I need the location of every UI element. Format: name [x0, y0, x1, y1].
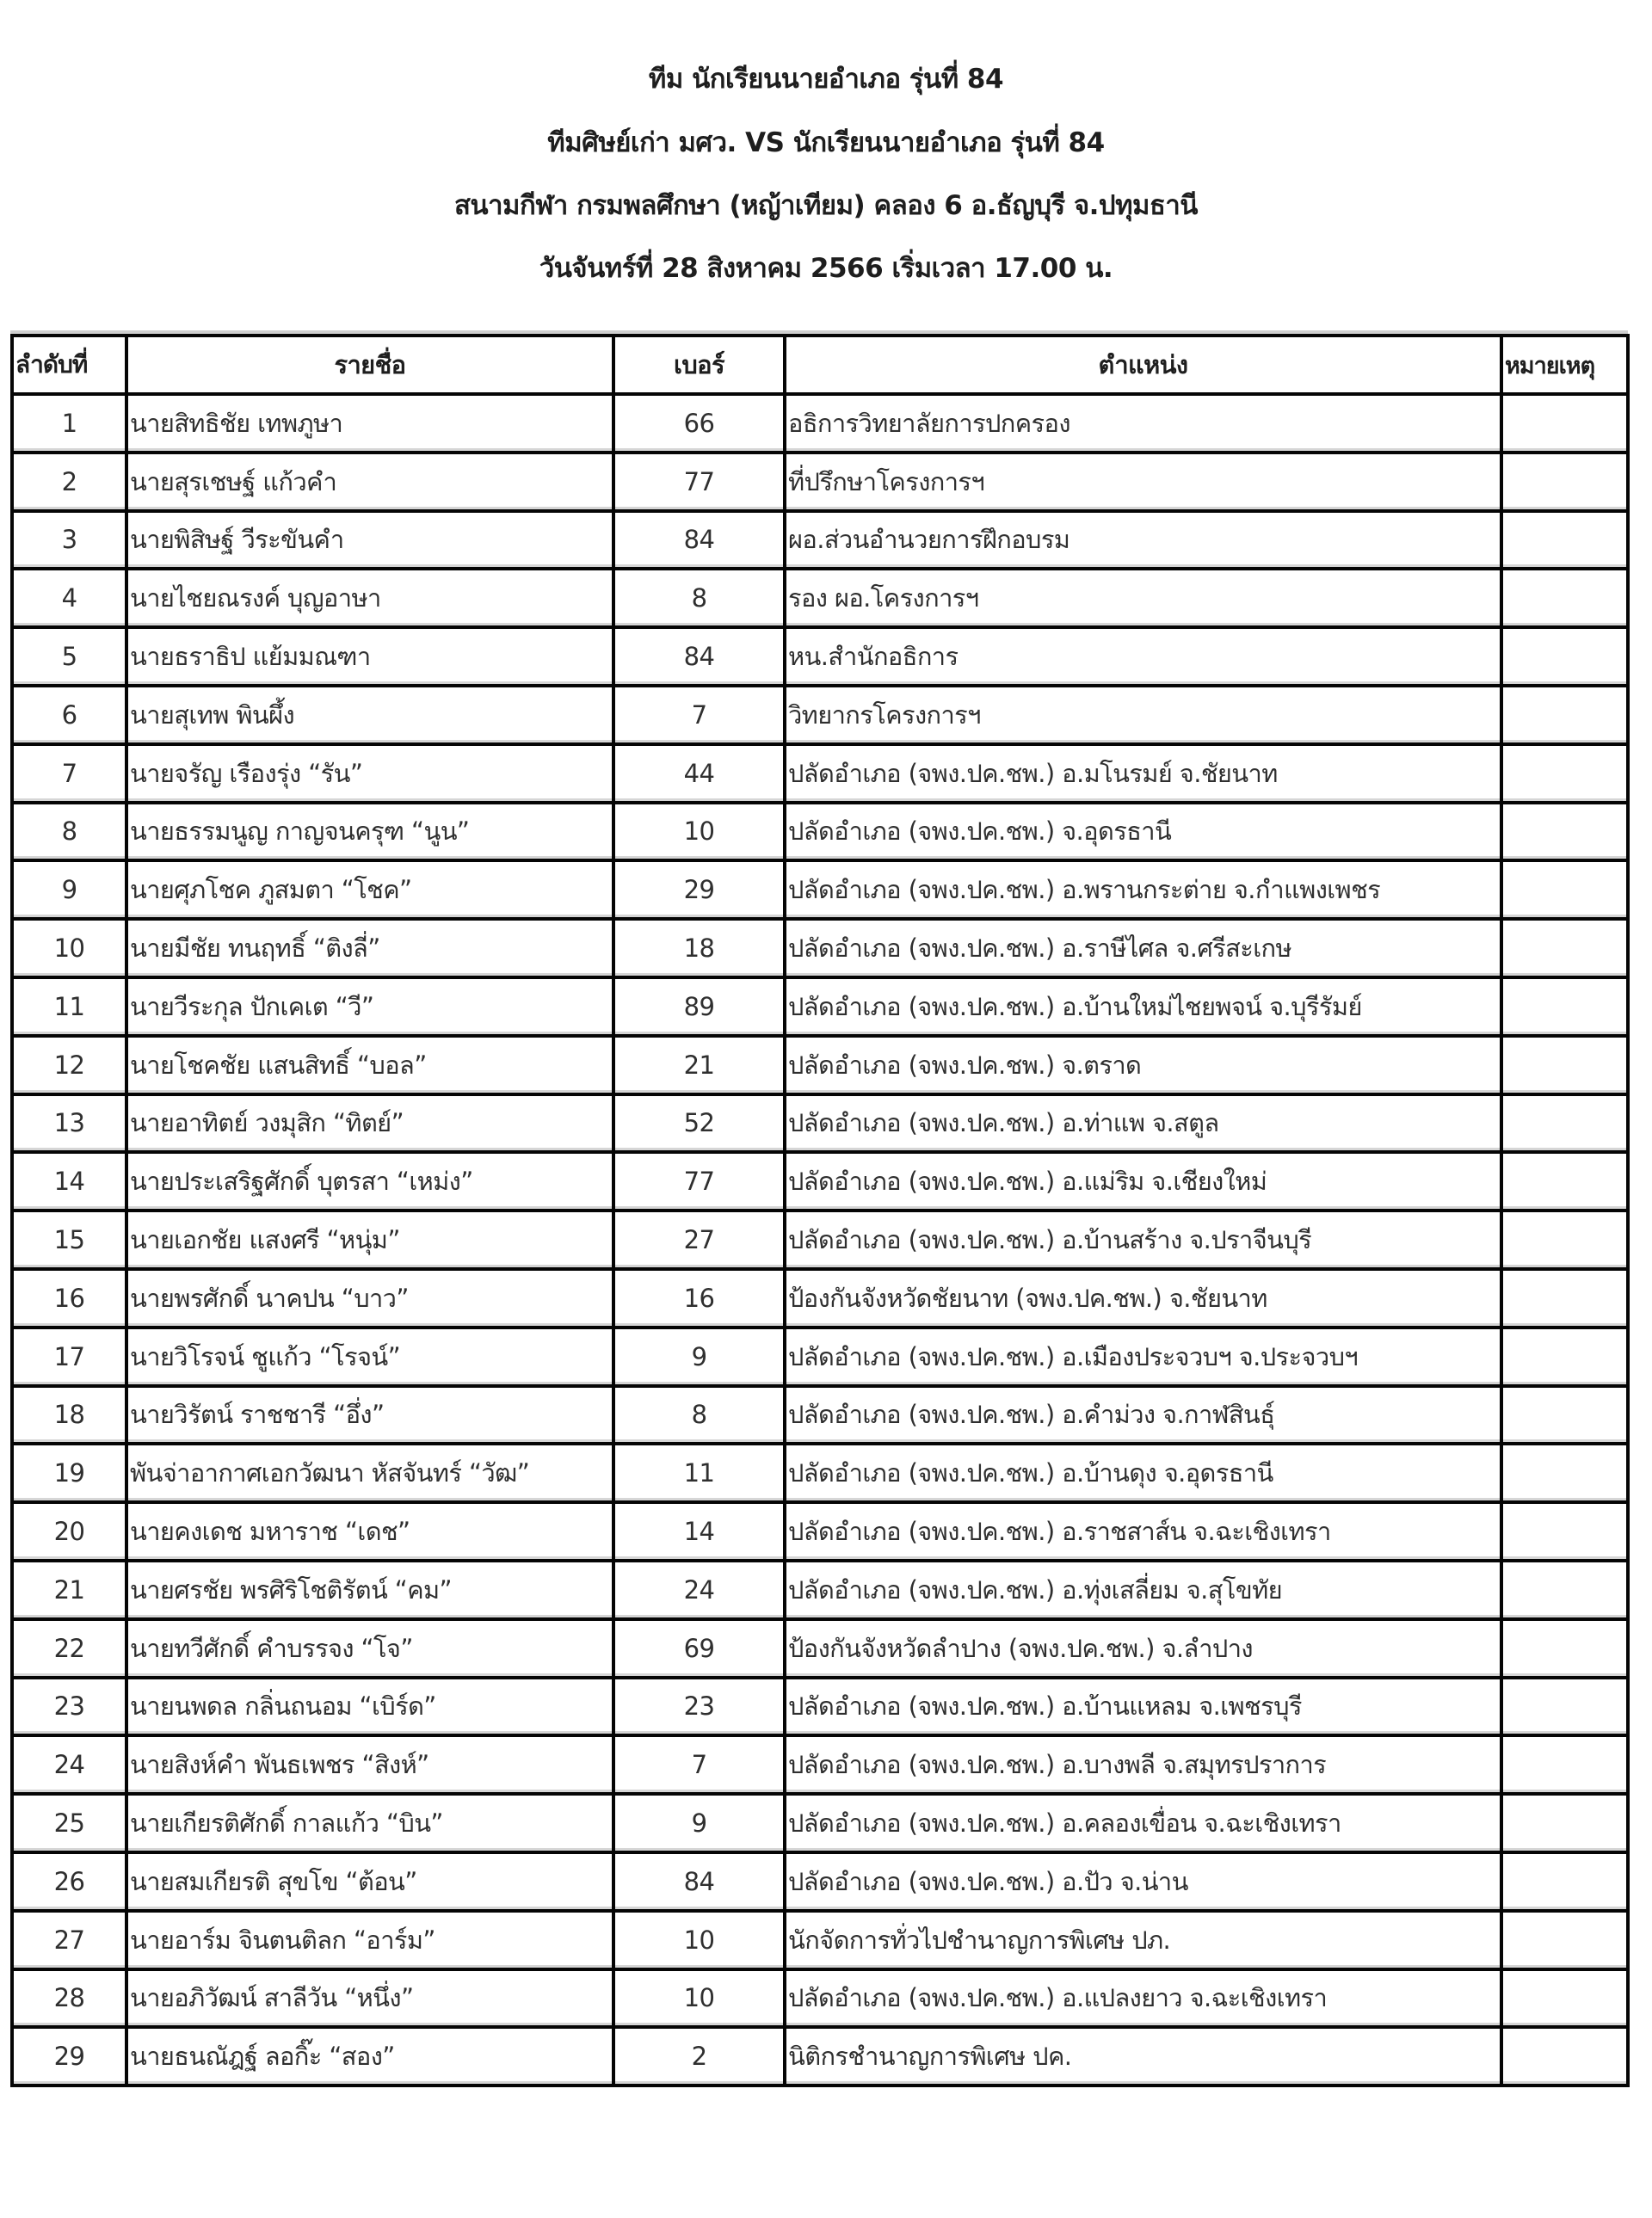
cell-remark	[1501, 744, 1628, 803]
cell-jersey-number: 84	[613, 511, 785, 570]
cell-position: หน.สำนักอธิการ	[785, 627, 1501, 686]
venue-line: สนามกีฬา กรมพลศึกษา (หญ้าเทียม) คลอง 6 อ.ธัญบุรี จ.ปทุมธานี	[454, 190, 1198, 221]
cell-name: นายมีชัย ทนฤทธิ์ “ติงลี่”	[126, 919, 613, 977]
cell-position: ปลัดอำเภอ (จพง.ปค.ชพ.) อ.ปัว จ.น่าน	[785, 1852, 1501, 1911]
cell-name: นายสุรเชษฐ์ แก้วคำ	[126, 453, 613, 511]
cell-remark	[1501, 686, 1628, 744]
cell-remark	[1501, 1852, 1628, 1911]
cell-name: นายโชคชัย แสนสิทธิ์ “บอล”	[126, 1036, 613, 1094]
cell-jersey-number: 10	[613, 1911, 785, 1969]
cell-order: 27	[12, 1911, 126, 1969]
cell-remark	[1501, 1328, 1628, 1386]
cell-jersey-number: 24	[613, 1561, 785, 1619]
table-row	[12, 1619, 1628, 1678]
cell-jersey-number: 18	[613, 919, 785, 977]
cell-position: ปลัดอำเภอ (จพง.ปค.ชพ.) อ.บ้านแหลม จ.เพชรบุรี	[785, 1678, 1501, 1736]
cell-jersey-number: 84	[613, 1852, 785, 1911]
table-row	[12, 394, 1628, 453]
cell-position: ปลัดอำเภอ (จพง.ปค.ชพ.) อ.พรานกระต่าย จ.กำแพงเพชร	[785, 860, 1501, 919]
column-header-remark: หมายเหตุ	[1501, 336, 1628, 394]
cell-name: นายไชยณรงค์ บุญอาษา	[126, 569, 613, 627]
cell-order: 21	[12, 1561, 126, 1619]
cell-position: วิทยากรโครงการฯ	[785, 686, 1501, 744]
cell-position: ผอ.ส่วนอำนวยการฝึกอบรม	[785, 511, 1501, 570]
cell-remark	[1501, 1794, 1628, 1852]
cell-name: พันจ่าอากาศเอกวัฒนา หัสจันทร์ “วัฒ”	[126, 1444, 613, 1502]
cell-position: ปลัดอำเภอ (จพง.ปค.ชพ.) อ.แม่ริม จ.เชียงใหม่	[785, 1152, 1501, 1211]
cell-order: 6	[12, 686, 126, 744]
table-row	[12, 1211, 1628, 1269]
column-header-number: เบอร์	[613, 336, 785, 394]
table-row	[12, 1678, 1628, 1736]
cell-position: ปลัดอำเภอ (จพง.ปค.ชพ.) อ.เมืองประจวบฯ จ.ประจวบฯ	[785, 1328, 1501, 1386]
table-row	[12, 569, 1628, 627]
cell-jersey-number: 29	[613, 860, 785, 919]
cell-jersey-number: 9	[613, 1328, 785, 1386]
cell-name: นายสิงห์คำ พันธเพชร “สิงห์”	[126, 1735, 613, 1794]
cell-name: นายสมเกียรติ สุขโข “ต้อน”	[126, 1852, 613, 1911]
cell-jersey-number: 52	[613, 1094, 785, 1153]
roster-table	[10, 334, 1630, 2087]
cell-order: 13	[12, 1094, 126, 1153]
cell-position: ปลัดอำเภอ (จพง.ปค.ชพ.) อ.คำม่วง จ.กาฬสินธุ์	[785, 1386, 1501, 1445]
cell-position: ปลัดอำเภอ (จพง.ปค.ชพ.) จ.อุดรธานี	[785, 803, 1501, 861]
match-title: ทีมศิษย์เก่า มศว. VS นักเรียนนายอำเภอ รุ่นที่ 84	[547, 127, 1105, 158]
cell-position: ปลัดอำเภอ (จพง.ปค.ชพ.) อ.บ้านสร้าง จ.ปราจีนบุรี	[785, 1211, 1501, 1269]
cell-remark	[1501, 394, 1628, 453]
cell-position: ป้องกันจังหวัดลำปาง (จพง.ปค.ชพ.) จ.ลำปาง	[785, 1619, 1501, 1678]
cell-order: 19	[12, 1444, 126, 1502]
cell-order: 28	[12, 1969, 126, 2028]
table-header-row	[12, 336, 1628, 394]
cell-remark	[1501, 860, 1628, 919]
cell-jersey-number: 16	[613, 1269, 785, 1328]
table-row	[12, 1561, 1628, 1619]
cell-order: 14	[12, 1152, 126, 1211]
cell-position: นักจัดการทั่วไปชำนาญการพิเศษ ปภ.	[785, 1911, 1501, 1969]
cell-remark	[1501, 511, 1628, 570]
cell-order: 23	[12, 1678, 126, 1736]
cell-jersey-number: 89	[613, 977, 785, 1036]
table-row	[12, 1852, 1628, 1911]
cell-order: 16	[12, 1269, 126, 1328]
cell-remark	[1501, 1678, 1628, 1736]
cell-remark	[1501, 977, 1628, 1036]
cell-remark	[1501, 1561, 1628, 1619]
table-row	[12, 1735, 1628, 1794]
cell-order: 1	[12, 394, 126, 453]
cell-order: 26	[12, 1852, 126, 1911]
table-row	[12, 1152, 1628, 1211]
table-row	[12, 1444, 1628, 1502]
cell-position: ปลัดอำเภอ (จพง.ปค.ชพ.) อ.บางพลี จ.สมุทรปราการ	[785, 1735, 1501, 1794]
cell-jersey-number: 9	[613, 1794, 785, 1852]
cell-remark	[1501, 2027, 1628, 2086]
cell-name: นายศุภโชค ภูสมตา “โชค”	[126, 860, 613, 919]
cell-order: 7	[12, 744, 126, 803]
cell-remark	[1501, 1211, 1628, 1269]
cell-remark	[1501, 1269, 1628, 1328]
cell-jersey-number: 44	[613, 744, 785, 803]
cell-order: 18	[12, 1386, 126, 1445]
cell-name: นายพรศักดิ์ นาคปน “บาว”	[126, 1269, 613, 1328]
table-row	[12, 627, 1628, 686]
cell-name: นายประเสริฐศักดิ์ บุตรสา “เหม่ง”	[126, 1152, 613, 1211]
cell-remark	[1501, 627, 1628, 686]
table-row	[12, 803, 1628, 861]
cell-order: 17	[12, 1328, 126, 1386]
table-row	[12, 977, 1628, 1036]
cell-name: นายธราธิป แย้มมณฑา	[126, 627, 613, 686]
cell-name: นายจรัญ เรืองรุ่ง “รัน”	[126, 744, 613, 803]
cell-order: 15	[12, 1211, 126, 1269]
cell-order: 2	[12, 453, 126, 511]
cell-position: ปลัดอำเภอ (จพง.ปค.ชพ.) อ.ทุ่งเสลี่ยม จ.สุโขทัย	[785, 1561, 1501, 1619]
cell-remark	[1501, 803, 1628, 861]
cell-order: 25	[12, 1794, 126, 1852]
cell-jersey-number: 10	[613, 803, 785, 861]
table-row	[12, 860, 1628, 919]
table-row	[12, 453, 1628, 511]
table-row	[12, 1269, 1628, 1328]
cell-order: 5	[12, 627, 126, 686]
cell-jersey-number: 69	[613, 1619, 785, 1678]
cell-position: ปลัดอำเภอ (จพง.ปค.ชพ.) จ.ตราด	[785, 1036, 1501, 1094]
table-row	[12, 744, 1628, 803]
cell-name: นายวีระกุล ปักเคเต “วี”	[126, 977, 613, 1036]
cell-name: นายคงเดช มหาราช “เดช”	[126, 1502, 613, 1561]
cell-name: นายธรรมนูญ กาญจนครุฑ “นูน”	[126, 803, 613, 861]
cell-order: 12	[12, 1036, 126, 1094]
cell-position: อธิการวิทยาลัยการปกครอง	[785, 394, 1501, 453]
cell-jersey-number: 77	[613, 453, 785, 511]
cell-name: นายอาทิตย์ วงมุสิก “ทิตย์”	[126, 1094, 613, 1153]
cell-jersey-number: 23	[613, 1678, 785, 1736]
cell-position: ปลัดอำเภอ (จพง.ปค.ชพ.) อ.ราษีไศล จ.ศรีสะเกษ	[785, 919, 1501, 977]
cell-order: 24	[12, 1735, 126, 1794]
table-row	[12, 1969, 1628, 2028]
cell-jersey-number: 66	[613, 394, 785, 453]
cell-name: นายสิทธิชัย เทพภูษา	[126, 394, 613, 453]
table-row	[12, 511, 1628, 570]
cell-position: ปลัดอำเภอ (จพง.ปค.ชพ.) อ.คลองเขื่อน จ.ฉะเชิงเทรา	[785, 1794, 1501, 1852]
cell-position: รอง ผอ.โครงการฯ	[785, 569, 1501, 627]
cell-jersey-number: 21	[613, 1036, 785, 1094]
cell-order: 8	[12, 803, 126, 861]
column-header-position: ตำแหน่ง	[785, 336, 1501, 394]
cell-name: นายอภิวัฒน์ สาลีวัน “หนึ่ง”	[126, 1969, 613, 2028]
cell-name: นายศรชัย พรศิริโชติรัตน์ “คม”	[126, 1561, 613, 1619]
cell-order: 11	[12, 977, 126, 1036]
cell-jersey-number: 8	[613, 1386, 785, 1445]
table-row	[12, 1036, 1628, 1094]
cell-name: นายอาร์ม จินตนติลก “อาร์ม”	[126, 1911, 613, 1969]
cell-position: ปลัดอำเภอ (จพง.ปค.ชพ.) อ.บ้านดุง จ.อุดรธานี	[785, 1444, 1501, 1502]
cell-jersey-number: 27	[613, 1211, 785, 1269]
cell-jersey-number: 8	[613, 569, 785, 627]
table-body	[12, 394, 1628, 2086]
cell-remark	[1501, 1444, 1628, 1502]
table-row	[12, 686, 1628, 744]
table-row	[12, 1094, 1628, 1153]
cell-remark	[1501, 1386, 1628, 1445]
cell-name: นายนพดล กลิ่นถนอม “เบิร์ด”	[126, 1678, 613, 1736]
cell-position: ป้องกันจังหวัดชัยนาท (จพง.ปค.ชพ.) จ.ชัยนาท	[785, 1269, 1501, 1328]
cell-remark	[1501, 1969, 1628, 2028]
cell-order: 3	[12, 511, 126, 570]
cell-remark	[1501, 1036, 1628, 1094]
cell-position: นิติกรชำนาญการพิเศษ ปค.	[785, 2027, 1501, 2086]
cell-position: ที่ปรึกษาโครงการฯ	[785, 453, 1501, 511]
cell-name: นายวิรัตน์ ราชชารี “อึ่ง”	[126, 1386, 613, 1445]
cell-remark	[1501, 1911, 1628, 1969]
cell-remark	[1501, 1735, 1628, 1794]
cell-remark	[1501, 1502, 1628, 1561]
cell-jersey-number: 14	[613, 1502, 785, 1561]
table-row	[12, 1502, 1628, 1561]
cell-position: ปลัดอำเภอ (จพง.ปค.ชพ.) อ.มโนรมย์ จ.ชัยนาท	[785, 744, 1501, 803]
cell-order: 4	[12, 569, 126, 627]
cell-position: ปลัดอำเภอ (จพง.ปค.ชพ.) อ.ราชสาส์น จ.ฉะเชิงเทรา	[785, 1502, 1501, 1561]
table-row	[12, 2027, 1628, 2086]
column-header-order: ลำดับที่	[12, 336, 126, 394]
table-row	[12, 1386, 1628, 1445]
cell-jersey-number: 77	[613, 1152, 785, 1211]
cell-order: 9	[12, 860, 126, 919]
cell-position: ปลัดอำเภอ (จพง.ปค.ชพ.) อ.ท่าแพ จ.สตูล	[785, 1094, 1501, 1153]
cell-name: นายวิโรจน์ ชูแก้ว “โรจน์”	[126, 1328, 613, 1386]
cell-position: ปลัดอำเภอ (จพง.ปค.ชพ.) อ.บ้านใหม่ไชยพจน์ จ.บุรีรัมย์	[785, 977, 1501, 1036]
cell-name: นายพิสิษฐ์ วีระขันคำ	[126, 511, 613, 570]
cell-remark	[1501, 919, 1628, 977]
cell-jersey-number: 11	[613, 1444, 785, 1502]
cell-remark	[1501, 1152, 1628, 1211]
cell-name: นายเกียรติศักดิ์ กาลแก้ว “บิน”	[126, 1794, 613, 1852]
cell-position: ปลัดอำเภอ (จพง.ปค.ชพ.) อ.แปลงยาว จ.ฉะเชิงเทรา	[785, 1969, 1501, 2028]
cell-remark	[1501, 1619, 1628, 1678]
cell-name: นายสุเทพ พินผึ้ง	[126, 686, 613, 744]
cell-jersey-number: 2	[613, 2027, 785, 2086]
cell-remark	[1501, 569, 1628, 627]
date-time-line: วันจันทร์ที่ 28 สิงหาคม 2566 เริ่มเวลา 17.00 น.	[539, 253, 1113, 284]
cell-order: 22	[12, 1619, 126, 1678]
cell-remark	[1501, 1094, 1628, 1153]
table-row	[12, 919, 1628, 977]
cell-name: นายธนณัฎฐ์ ลอกิ๊ะ “สอง”	[126, 2027, 613, 2086]
cell-order: 20	[12, 1502, 126, 1561]
table-row	[12, 1911, 1628, 1969]
cell-order: 29	[12, 2027, 126, 2086]
cell-jersey-number: 84	[613, 627, 785, 686]
cell-jersey-number: 7	[613, 1735, 785, 1794]
table-row	[12, 1794, 1628, 1852]
cell-jersey-number: 10	[613, 1969, 785, 2028]
team-title: ทีม นักเรียนนายอำเภอ รุ่นที่ 84	[648, 64, 1004, 95]
cell-name: นายทวีศักดิ์ คำบรรจง “โจ”	[126, 1619, 613, 1678]
column-header-name: รายชื่อ	[126, 336, 613, 394]
cell-order: 10	[12, 919, 126, 977]
cell-jersey-number: 7	[613, 686, 785, 744]
cell-name: นายเอกชัย แสงศรี “หนุ่ม”	[126, 1211, 613, 1269]
table-row	[12, 1328, 1628, 1386]
cell-remark	[1501, 453, 1628, 511]
